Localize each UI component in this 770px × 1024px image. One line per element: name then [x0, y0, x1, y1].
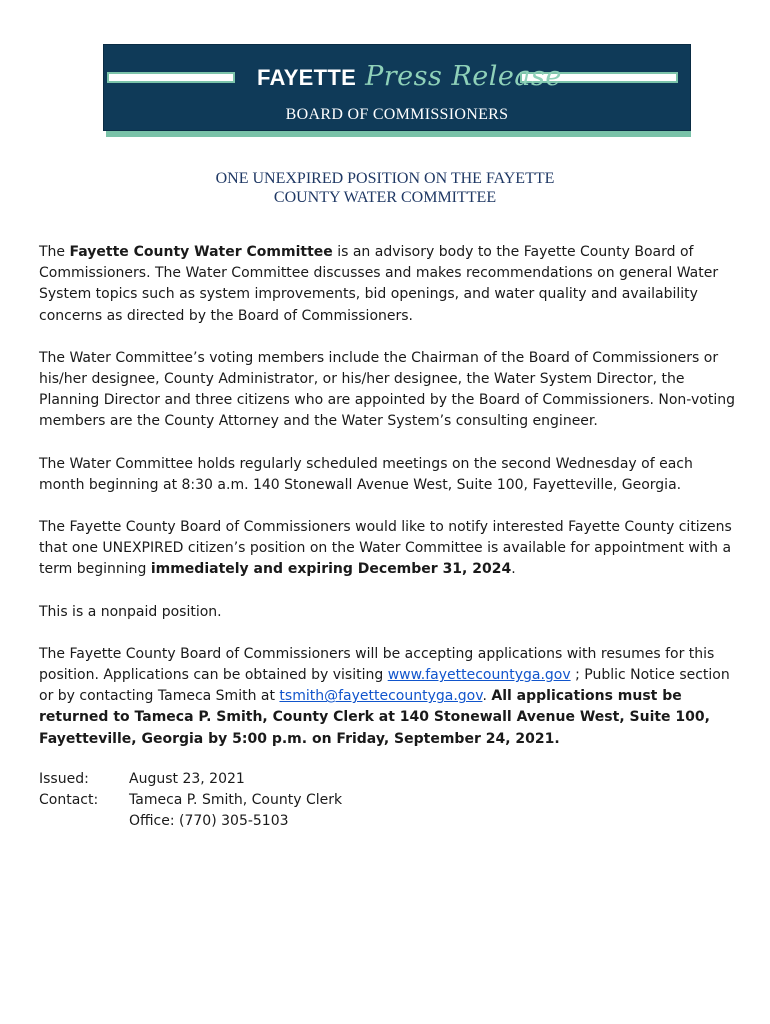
paragraph-meetings: The Water Committee holds regularly scheduled meetings on the second Wednesday of each month beginning at 8:30 a.m. 140 Stonewall Avenue West, Suite 100, Fayetteville, Georgia.: [39, 455, 693, 493]
paragraph-applications: [39, 644, 739, 750]
paragraph-nonpaid: This is a nonpaid position.: [39, 603, 222, 620]
application-deadline: All applications must be returned to Tameca P. Smith, County Clerk at 140 Stonewall Avenue West, Suite 100, Fayetteville, Georgia by 5:00 p.m. on Friday, September 24, 2021.: [39, 688, 710, 747]
paragraph-vacancy: [39, 517, 739, 581]
office-row: [39, 811, 342, 832]
email-link[interactable]: tsmith@fayettecountyga.gov: [279, 688, 483, 705]
banner-title: [257, 61, 562, 95]
p6-sep: .: [482, 688, 492, 705]
press-release-banner: [103, 44, 691, 131]
contact-label: Contact:: [39, 792, 99, 809]
office-label-spacer: [39, 811, 129, 832]
p6-lead: The Fayette County Board of Commissioners will be accepting applications with resumes for this position. Applications can be obtained by visiting: [39, 645, 715, 684]
banner-left-bar: [107, 72, 235, 83]
press-release-script: Press Release: [365, 61, 562, 92]
paragraph-intro: [39, 242, 739, 327]
headline-line-2: COUNTY WATER COMMITTEE: [273, 189, 497, 206]
term-dates: immediately and expiring December 31, 2024: [150, 561, 512, 578]
issued-label: Issued:: [39, 771, 89, 787]
banner-subtitle: BOARD OF COMMISSIONERS: [285, 106, 509, 123]
website-link[interactable]: www.fayettecountyga.gov: [387, 667, 571, 684]
p4-lead: The Fayette County Board of Commissioners would like to notify interested Fayette County citizens that one UNEXPIRED citizen’s position on the Water Committee is available for appointment with a term beginning: [39, 519, 732, 578]
press-release-body: [39, 242, 739, 771]
contact-name: Tameca P. Smith, County Clerk: [129, 792, 343, 809]
banner-accent-line: [106, 131, 691, 137]
p6-mid: ; Public Notice section or by contacting Tameca Smith at: [39, 667, 730, 705]
issued-date: August 23, 2021: [129, 771, 245, 787]
headline: [60, 169, 710, 207]
headline-line-1: ONE UNEXPIRED POSITION ON THE FAYETTE: [215, 170, 555, 187]
p1-lead: The: [39, 244, 70, 260]
paragraph-members: The Water Committee’s voting members include the Chairman of the Board of Commissioners or his/her designee, County Administrator, or his/her designee, the Water System Director, the Planning Director and three citizens who are appointed by the Board of Commissioners. Non-voting members are the County Attorney and the Water System’s consulting engineer.: [39, 349, 735, 430]
contact-row: [39, 790, 342, 811]
issued-row: [39, 769, 342, 790]
contact-office: Office: (770) 305-5103: [129, 813, 289, 830]
p4-end: .: [511, 561, 516, 578]
committee-name: Fayette County Water Committee: [69, 244, 333, 260]
release-meta: [39, 769, 342, 833]
p1-rest: is an advisory body to the Fayette County Board of Commissioners. The Water Committee discusses and makes recommendations on general Water System topics such as system improvements, bid openings, and water quality and availability concerns as directed by the Board of Commissioners.: [39, 244, 719, 324]
brand-name: FAYETTE: [257, 65, 357, 90]
